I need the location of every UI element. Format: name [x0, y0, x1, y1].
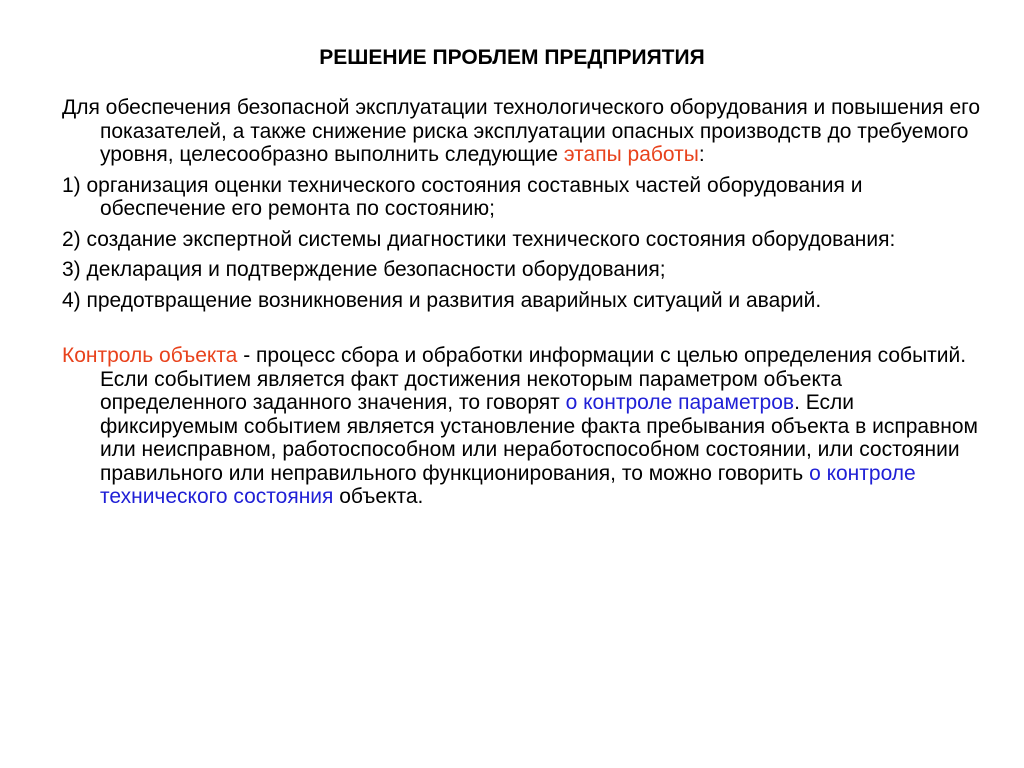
- object-control-text-2: . Если фиксируемым событием является установление факта пребывания объекта в исправном или неисправном, работоспособном или неработоспособном состоянии, или состоянии правильного или неправильного функционирования, то можно говорить: [100, 391, 978, 485]
- list-item-4: 4) предотвращение возникновения и развития аварийных ситуаций и аварий.: [62, 288, 822, 312]
- list-item-3: 3) декларация и подтверждение безопасности оборудования;: [62, 258, 666, 281]
- object-control-paragraph: [62, 344, 982, 509]
- slide-body: [62, 96, 982, 509]
- slide-title: РЕШЕНИЕ ПРОБЛЕМ ПРЕДПРИЯТИЯ: [319, 46, 705, 69]
- technical-state-control-highlight: о контроле технического состояния: [100, 461, 916, 508]
- object-control-term: Контроль объекта: [62, 344, 238, 367]
- intro-text: Для обеспечения безопасной эксплуатации технологического оборудования и повышения его показателей, а также снижение риска эксплуатации опасных производств до требуемого уровня, целесообразно выполнить следующие: [62, 96, 981, 166]
- intro-paragraph: [62, 96, 982, 167]
- object-control-text-1: - процесс сбора и обработки информации с целью определения событий. Если событием является факт достижения некоторым параметром объекта определенного заданного значения, то говорят: [100, 344, 967, 414]
- list-item-2: 2) создание экспертной системы диагностики технического состояния оборудования:: [62, 227, 896, 251]
- parameter-control-highlight: о контроле параметров: [565, 391, 795, 414]
- object-control-text-3: объекта.: [333, 485, 424, 508]
- list-item-1: 1) организация оценки технического состояния составных частей оборудования и обеспечение его ремонта по состоянию;: [62, 173, 863, 220]
- work-stages-highlight: этапы работы: [563, 143, 699, 166]
- intro-colon: :: [698, 143, 705, 166]
